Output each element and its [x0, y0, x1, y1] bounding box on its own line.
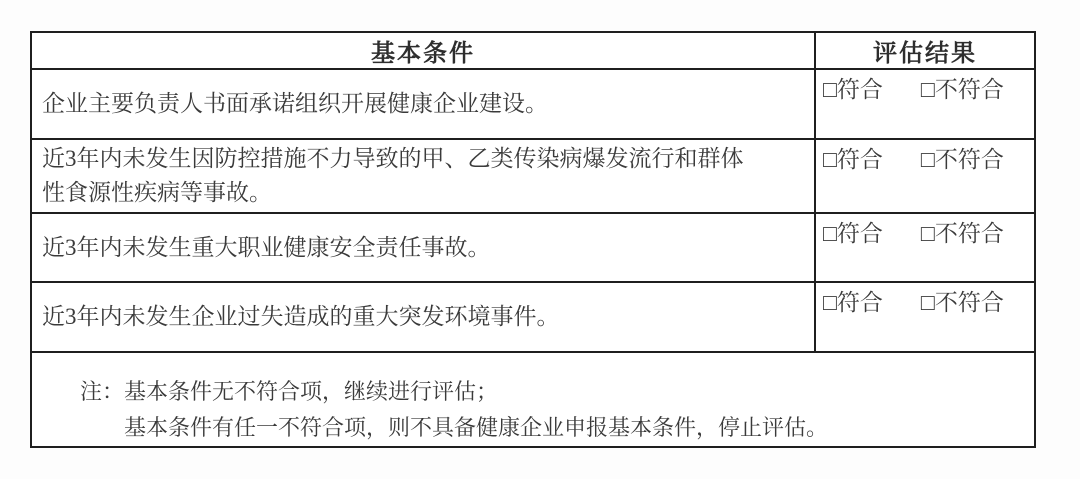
note-line-1-text: 基本条件无不符合项，继续进行评估； — [124, 379, 499, 404]
note-line-1 — [80, 374, 1020, 410]
result-cell — [816, 214, 1034, 281]
checkbox-unchecked-icon[interactable]: □ — [823, 221, 837, 246]
condition-text: 企业主要负责人书面承诺组织开展健康企业建设。 — [42, 91, 548, 116]
option-nonconform-label: 不符合 — [934, 77, 1004, 102]
condition-cell — [32, 283, 816, 351]
option-nonconform — [921, 290, 1004, 315]
checkbox-unchecked-icon[interactable]: □ — [920, 290, 935, 315]
header-cell-evaluation-result — [816, 33, 1034, 68]
condition-cell — [32, 214, 816, 281]
evaluation-table — [30, 31, 1036, 448]
table-row — [32, 281, 1034, 351]
option-nonconform-label: 不符合 — [934, 221, 1004, 246]
result-options — [823, 143, 1013, 176]
option-conform-label: 符合 — [836, 147, 883, 172]
option-conform — [823, 147, 883, 172]
checkbox-unchecked-icon[interactable]: □ — [920, 221, 935, 246]
table-row — [32, 138, 1034, 212]
checkbox-unchecked-icon[interactable]: □ — [823, 147, 837, 172]
table-row — [32, 212, 1034, 281]
result-options — [823, 217, 1013, 250]
header-basic-conditions-label: 基本条件 — [371, 41, 475, 67]
option-conform — [823, 290, 883, 315]
result-cell — [816, 70, 1034, 138]
condition-cell — [32, 70, 816, 138]
header-cell-basic-conditions — [32, 33, 816, 68]
header-evaluation-result-label: 评估结果 — [873, 41, 977, 67]
option-conform-label: 符合 — [836, 221, 883, 246]
option-conform — [823, 221, 883, 246]
result-cell — [816, 283, 1034, 351]
option-nonconform-label: 不符合 — [934, 290, 1004, 315]
option-nonconform — [921, 147, 1004, 172]
condition-text: 近3年内未发生重大职业健康安全责任事故。 — [42, 234, 491, 260]
result-cell — [816, 140, 1034, 212]
checkbox-unchecked-icon[interactable]: □ — [823, 77, 837, 102]
note-label: 注： — [80, 379, 125, 404]
option-nonconform-label: 不符合 — [934, 147, 1004, 172]
note-line-2: 基本条件有任一不符合项，则不具备健康企业申报基本条件，停止评估。 — [124, 415, 829, 440]
condition-text: 近3年内未发生因防控措施不力导致的甲、乙类传染病爆发流行和群体性食源性疾病等事故。 — [42, 146, 744, 205]
option-conform-label: 符合 — [836, 77, 883, 102]
option-conform — [823, 77, 883, 102]
result-options — [823, 286, 1013, 319]
condition-cell — [32, 140, 816, 212]
header-row — [32, 33, 1034, 68]
checkbox-unchecked-icon[interactable]: □ — [920, 147, 935, 172]
condition-text: 近3年内未发生企业过失造成的重大突发环境事件。 — [42, 304, 560, 329]
table-row — [32, 68, 1034, 138]
checkbox-unchecked-icon[interactable]: □ — [823, 290, 837, 315]
option-nonconform — [921, 77, 1004, 102]
result-options — [823, 73, 1013, 106]
checkbox-unchecked-icon[interactable]: □ — [920, 77, 935, 102]
option-conform-label: 符合 — [836, 290, 883, 315]
note-row — [32, 351, 1034, 446]
option-nonconform — [921, 221, 1004, 246]
note-cell — [32, 353, 1034, 446]
